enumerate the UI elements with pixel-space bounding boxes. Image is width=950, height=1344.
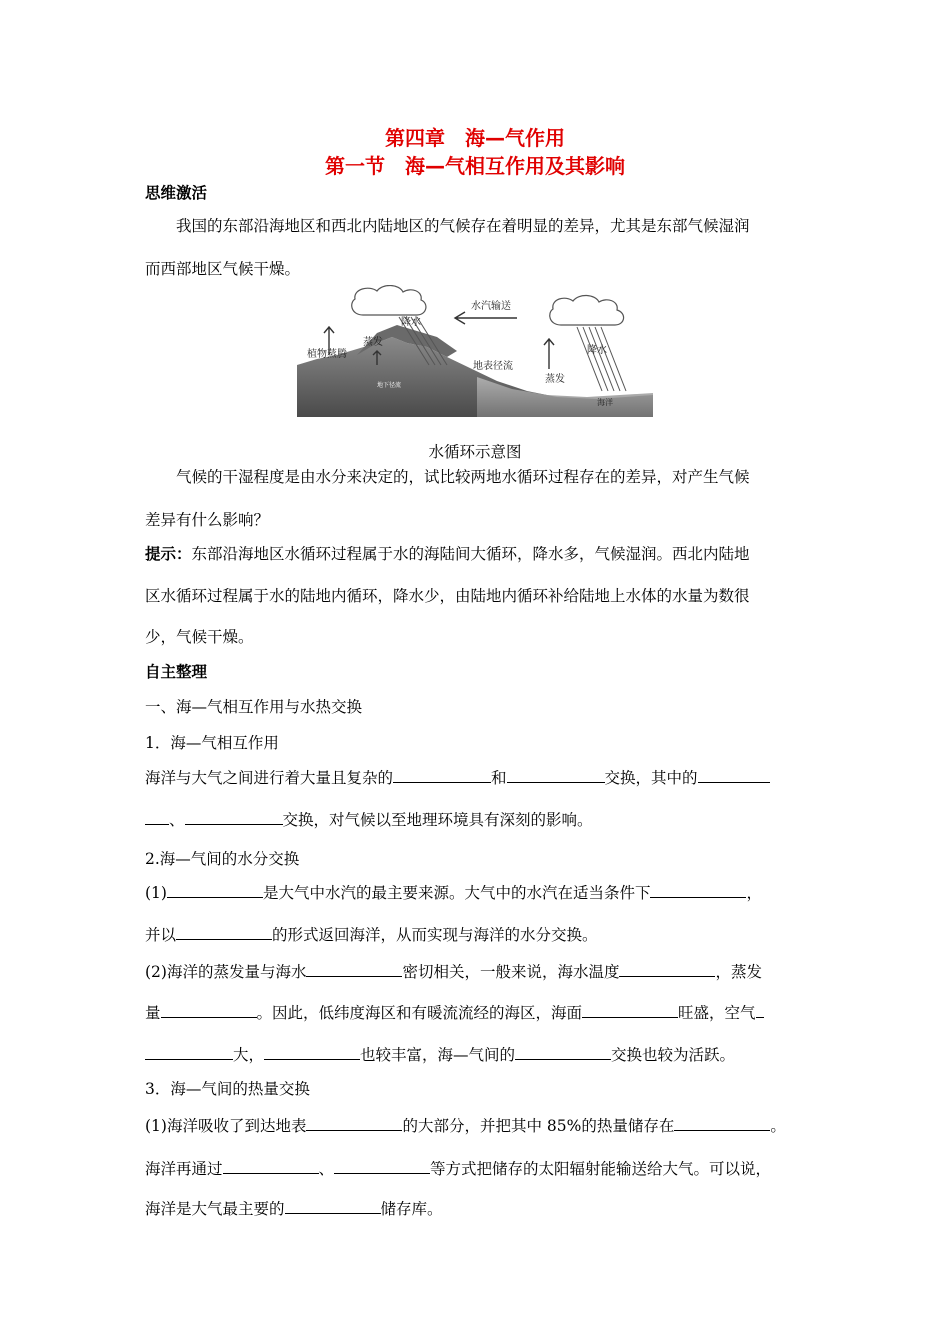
blank-field[interactable] xyxy=(185,810,283,825)
fill-line-3: (1) 是大气中水汽的最主要来源。大气中的水汽在适当条件下 ， xyxy=(145,884,762,902)
label-evaporation-left: 蒸发 xyxy=(363,337,383,348)
hint-line-2: 区水循环过程属于水的陆地内循环，降水少，由陆地内循环补给陆地上水体的水量为数很 xyxy=(145,587,750,605)
blank-field[interactable] xyxy=(650,883,746,898)
blank-field[interactable] xyxy=(698,768,770,783)
fill-line-4: 并以 的形式返回海洋，从而实现与海洋的水分交换。 xyxy=(145,926,598,944)
blank-field[interactable] xyxy=(145,1045,233,1060)
rain-right xyxy=(577,327,626,391)
subsection-2-title: 2.海—气间的水分交换 xyxy=(145,850,300,868)
intro-paragraph-line-1: 我国的东部沿海地区和西北内陆地区的气候存在着明显的差异，尤其是东部气候湿润 xyxy=(176,217,750,235)
fill-line-2: 、 交换，对气候以至地理环境具有深刻的影响。 xyxy=(145,808,593,830)
blank-field[interactable] xyxy=(393,768,491,783)
label-surface-runoff: 地表径流 xyxy=(473,361,513,372)
label-groundwater: 地下径流 xyxy=(377,382,402,389)
vapor-transport-arrow xyxy=(455,312,517,324)
hint-line-3: 少，气候干燥。 xyxy=(145,628,254,646)
figure-caption: 水循环示意图 xyxy=(428,443,522,461)
blank-field[interactable] xyxy=(674,1116,770,1131)
label-precip-right: 降水 xyxy=(587,345,607,356)
fill-line-7: 大， 也较丰富，海—气间的 交换也较为活跃。 xyxy=(145,1043,735,1065)
fill-line-5: (2)海洋的蒸发量与海水 密切相关，一般来说，海水温度 ，蒸发 xyxy=(145,963,762,981)
blank-field[interactable] xyxy=(223,1159,319,1174)
cloud-left xyxy=(352,285,426,315)
blank-field[interactable] xyxy=(582,1003,678,1018)
fill-line-9: 海洋再通过 、 等方式把储存的太阳辐射能输送给大气。可以说， xyxy=(145,1160,772,1178)
label-precip-left: 降水 xyxy=(401,317,421,328)
blank-field[interactable] xyxy=(264,1045,360,1060)
subsection-1-1-title: 1．海—气相互作用 xyxy=(145,734,279,752)
blank-field[interactable] xyxy=(161,1003,257,1018)
intro-heading: 思维激活 xyxy=(145,184,208,202)
hint-label: 提示： xyxy=(145,545,192,563)
blank-field[interactable] xyxy=(515,1045,611,1060)
section-title: 第一节 海—气相互作用及其影响 xyxy=(325,154,625,178)
blank-field[interactable] xyxy=(507,768,605,783)
hint-line-1 xyxy=(145,542,750,564)
cloud-right xyxy=(550,295,624,325)
blank-field[interactable] xyxy=(756,1003,764,1018)
label-transpiration: 植物蒸腾 xyxy=(307,349,347,360)
fill-line-10: 海洋是大气最主要的 储存库。 xyxy=(145,1200,443,1218)
section-1-title: 一、海—气相互作用与水热交换 xyxy=(145,698,363,716)
fill-line-6: 量 。因此，低纬度海区和有暖流流经的海区，海面 旺盛，空气 xyxy=(145,1001,764,1023)
blank-field[interactable] xyxy=(306,1116,402,1131)
label-evaporation-right: 蒸发 xyxy=(545,374,565,385)
chapter-title: 第四章 海—气作用 xyxy=(385,126,565,150)
self-study-heading: 自主整理 xyxy=(145,663,208,681)
intro-paragraph-line-2: 而西部地区气候干燥。 xyxy=(145,260,301,278)
ocean xyxy=(477,377,653,417)
blank-field[interactable] xyxy=(619,962,715,977)
blank-field[interactable] xyxy=(334,1159,430,1174)
blank-field[interactable] xyxy=(176,925,272,940)
evaporation-right-arrow xyxy=(544,339,554,369)
subsection-3-title: 3．海—气间的热量交换 xyxy=(145,1080,310,1098)
fill-line-1: 海洋与大气之间进行着大量且复杂的 和 交换，其中的 xyxy=(145,766,770,788)
question-line-2: 差异有什么影响？ xyxy=(145,511,270,529)
blank-field[interactable] xyxy=(306,962,402,977)
hint-text-1: 东部沿海地区水循环过程属于水的海陆间大循环，降水多，气候湿润。西北内陆地 xyxy=(191,545,750,563)
fill-line-8: (1)海洋吸收了到达地表 的大部分，并把其中 85%的热量储存在 。 xyxy=(145,1117,786,1135)
blank-field[interactable] xyxy=(145,810,169,825)
label-vapor-transport: 水汽输送 xyxy=(471,301,511,312)
question-line-1: 气候的干湿程度是由水分来决定的，试比较两地水循环过程存在的差异，对产生气候 xyxy=(176,468,750,486)
blank-field[interactable] xyxy=(167,883,263,898)
label-ocean: 海洋 xyxy=(597,398,613,407)
blank-field[interactable] xyxy=(285,1199,381,1214)
water-cycle-diagram xyxy=(297,285,653,417)
